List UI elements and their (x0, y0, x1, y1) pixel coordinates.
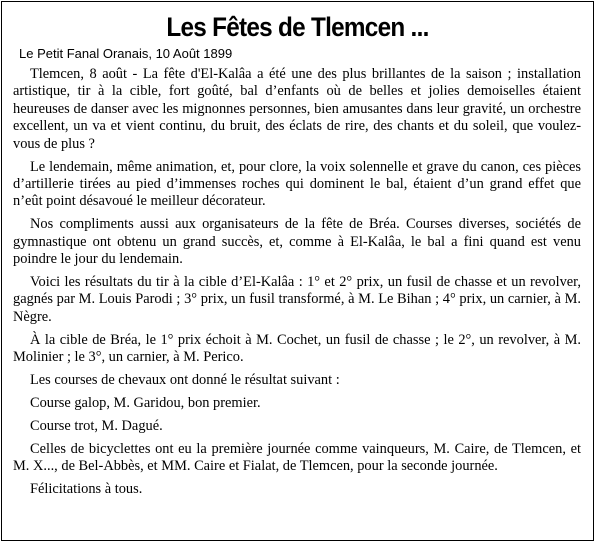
article-frame (1, 1, 594, 541)
paragraph-2: Le lendemain, même animation, et, pour clore, la voix solennelle et grave du canon, ces pièces d’artillerie tirées au pied d’immenses roches qui dominent le bal, étaient d’un grand effet que n’eût point désavoué le meilleur décorateur. (13, 158, 581, 210)
paragraph-9: Celles de bicyclettes ont eu la première journée comme vainqueurs, M. Caire, de Tlemcen, et M. X..., de Bel-Abbès, et MM. Caire et Fialat, de Tlemcen, pour la seconde journée. (13, 440, 581, 475)
article-title: Les Fêtes de Tlemcen ... (166, 12, 429, 42)
article-body (13, 66, 581, 498)
paragraph-6: Les courses de chevaux ont donné le résultat suivant : (30, 372, 340, 388)
paragraph-10: Félicitations à tous. (30, 481, 143, 498)
paragraph-1: Tlemcen, 8 août - La fête d'El-Kalâa a été une des plus brillantes de la saison ; installation artistique, tir à la cible, fort goûté, bal d’enfants où de belles et jolies demoiselles étaient heureuses de danser avec les mignonnes personnes, bien amusantes dans leur gravité, un orchestre excellent, un va et vient continu, du bruit, des éclats de rire, des chants et du soleil, que voulez-vous de plus ? (13, 66, 581, 152)
paragraph-7: Course galop, M. Garidou, bon premier. (30, 394, 261, 411)
article-source: Le Petit Fanal Oranais, 10 Août 1899 (19, 46, 233, 61)
paragraph-4: Voici les résultats du tir à la cible d’El-Kalâa : 1° et 2° prix, un fusil de chasse et un revolver, gagnés par M. Louis Parodi ; 3° prix, un fusil transformé, à M. Le Bihan ; 4° prix, un carnier, à M. Nègre. (13, 273, 581, 325)
paragraph-5: À la cible de Bréa, le 1° prix échoit à M. Cochet, un fusil de chasse ; le 2°, un revolver, à M. Molinier ; le 3°, un carnier, à M. Perico. (13, 331, 581, 366)
paragraph-8: Course trot, M. Dagué. (30, 417, 163, 434)
paragraph-3: Nos compliments aussi aux organisateurs de la fête de Bréa. Courses diverses, sociétés de gymnastique ont obtenu un grand succès, et, comme à El-Kalâa, le bal a fini quand est venu poindre le jour du lendemain. (13, 216, 581, 268)
